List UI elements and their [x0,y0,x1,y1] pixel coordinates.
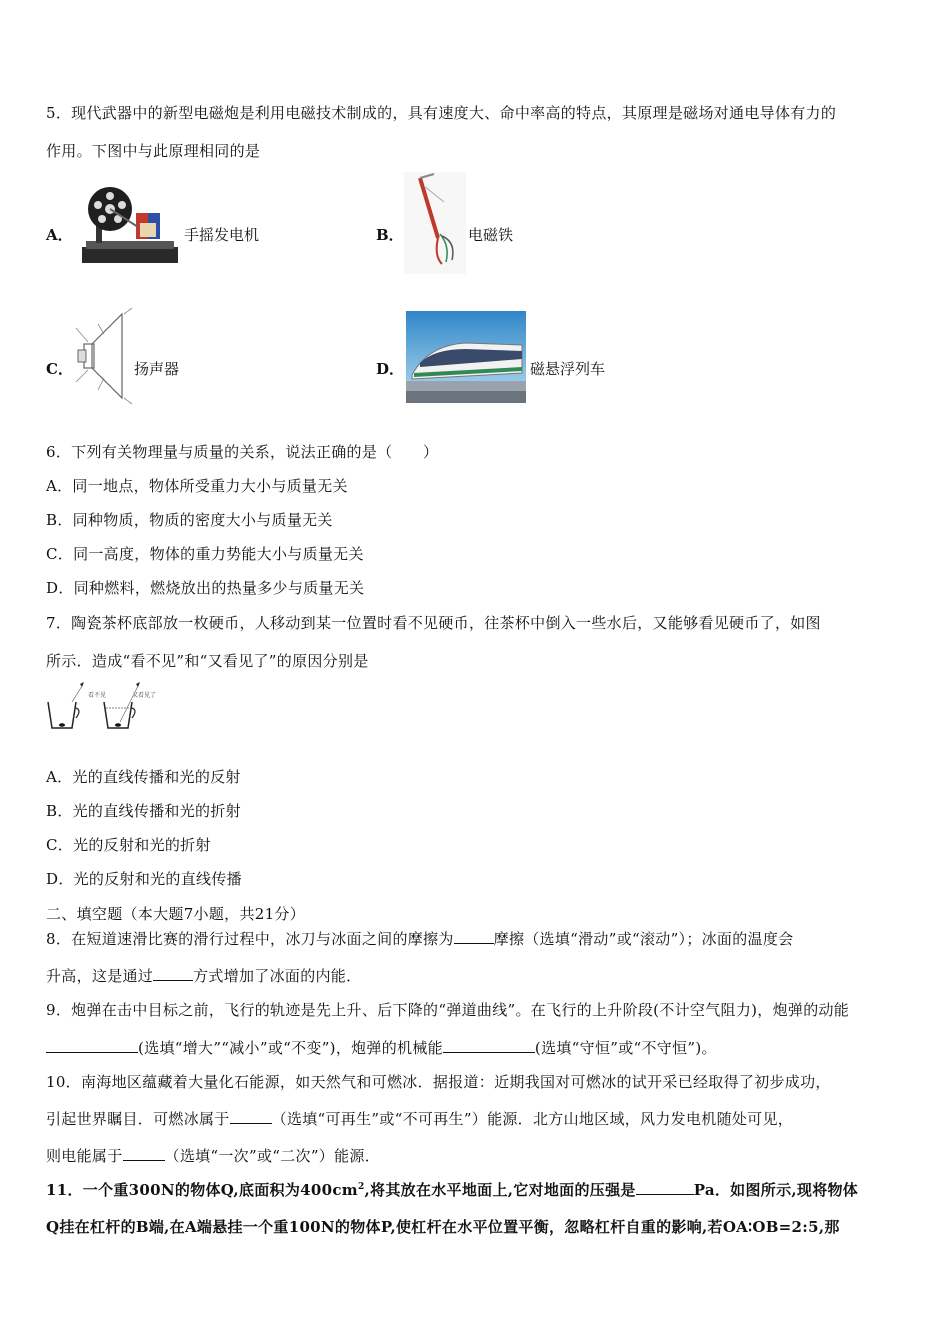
q7-option-a: A．光的直线传播和光的反射 [46,768,241,786]
q5-stem-line2: 作用。下图中与此原理相同的是 [46,142,261,160]
q5-option-a-caption: 手摇发电机 [184,226,260,244]
q9-text-1: (选填“增大”“减小”或“不变”)，炮弹的机械能 [138,1039,443,1057]
q10-text-4: （选填“一次”或“二次”）能源． [164,1147,380,1165]
q10-blank-2[interactable] [123,1146,165,1161]
q6-stem: 6．下列有关物理量与质量的关系，说法正确的是（ ） [46,443,439,461]
q5-option-c-letter: C． [46,360,73,378]
q11-text-1: 11．一个重300N的物体Q,底面积为400cm [46,1181,358,1199]
q8-blank-1[interactable] [454,929,494,944]
q5-option-d-letter: D． [376,360,405,378]
q6-option-b: B．同种物质，物质的密度大小与质量无关 [46,511,333,529]
q9-line2 [46,1037,717,1058]
q8-text-4: 方式增加了冰面的内能． [193,967,362,985]
q8-blank-2[interactable] [153,966,193,981]
q8-line2 [46,965,361,986]
q5-option-c-caption: 扬声器 [134,360,180,378]
q7-option-c: C．光的反射和光的折射 [46,836,211,854]
q10-line1: 10．南海地区蕴藏着大量化石能源，如天然气和可燃冰．据报道：近期我国对可燃冰的试开采已经取得了初步成功， [46,1073,831,1091]
q5-stem-line1: 5．现代武器中的新型电磁炮是利用电磁技术制成的，具有速度大、命中率高的特点，其原理是磁场对通电导体有力的 [46,104,837,122]
q6-option-a: A．同一地点，物体所受重力大小与质量无关 [46,477,348,495]
q11-text-3: Pa．如图所示,现将物体 [693,1181,859,1199]
maglev-train-image [406,311,526,403]
q7-option-d: D．光的反射和光的直线传播 [46,870,242,888]
q9-line1: 9．炮弹在击中目标之前，飞行的轨迹是先上升、后下降的“弹道曲线”。在飞行的上升阶段(不计空气阻力)，炮弹的动能 [46,1001,850,1019]
q10-text-2: （选填“可再生”或“不可再生”）能源．北方山地区域，风力发电机随处可见， [271,1110,794,1128]
section-title: 二、填空题（本大题7小题，共21分） [46,905,306,923]
q10-text-1: 引起世界瞩目．可燃冰属于 [46,1110,230,1128]
q6-option-c: C．同一高度，物体的重力势能大小与质量无关 [46,545,364,563]
q7-stem-line1: 7．陶瓷茶杯底部放一枚硬币，人移动到某一位置时看不见硬币，往茶杯中倒入一些水后，又能够看见硬币了，如图 [46,614,821,632]
q10-line2 [46,1108,793,1129]
q10-line3 [46,1145,380,1166]
q7-stem-line2: 所示．造成“看不见”和“又看见了”的原因分别是 [46,652,369,670]
q6-option-d: D．同种燃料，燃烧放出的热量多少与质量无关 [46,579,365,597]
q8-text-1: 8．在短道速滑比赛的滑行过程中，冰刀与冰面之间的摩擦为 [46,930,454,948]
hand-crank-generator-image [78,183,182,271]
q8-line1 [46,928,793,949]
q5-option-d-caption: 磁悬浮列车 [530,360,606,378]
q9-blank-1[interactable] [46,1038,138,1053]
teacup-coin-figure [44,678,166,734]
q5-option-b-caption: 电磁铁 [468,226,514,244]
q7-option-b: B．光的直线传播和光的折射 [46,802,241,820]
q11-line1 [46,1179,858,1200]
q11-line2: Q挂在杠杆的B端,在A端悬挂一个重100N的物体P,使杠杆在水平位置平衡，忽略杠杆自重的影响,若OA∶OB=2:5,那 [46,1218,840,1236]
q11-blank-1[interactable] [636,1180,694,1195]
q5-option-a-letter: A． [46,226,73,244]
q9-text-2: (选填“守恒”或“不守恒”)。 [534,1039,717,1057]
q5-option-b-letter: B． [376,226,404,244]
q7-figure-label-right: 又看见了 [132,692,157,699]
q10-text-3: 则电能属于 [46,1147,123,1165]
q8-text-2: 摩擦（选填“滑动”或“滚动”）；冰面的温度会 [493,930,794,948]
loudspeaker-diagram-image [74,304,136,408]
q8-text-3: 升高，这是通过 [46,967,154,985]
q10-blank-1[interactable] [230,1109,272,1124]
q9-blank-2[interactable] [443,1038,535,1053]
q7-figure-label-left: 看不见 [88,692,107,699]
electromagnet-image [404,172,466,274]
q11-text-2: ,将其放在水平地面上,它对地面的压强是 [364,1181,636,1199]
q11-superscript: 2 [357,1182,365,1192]
